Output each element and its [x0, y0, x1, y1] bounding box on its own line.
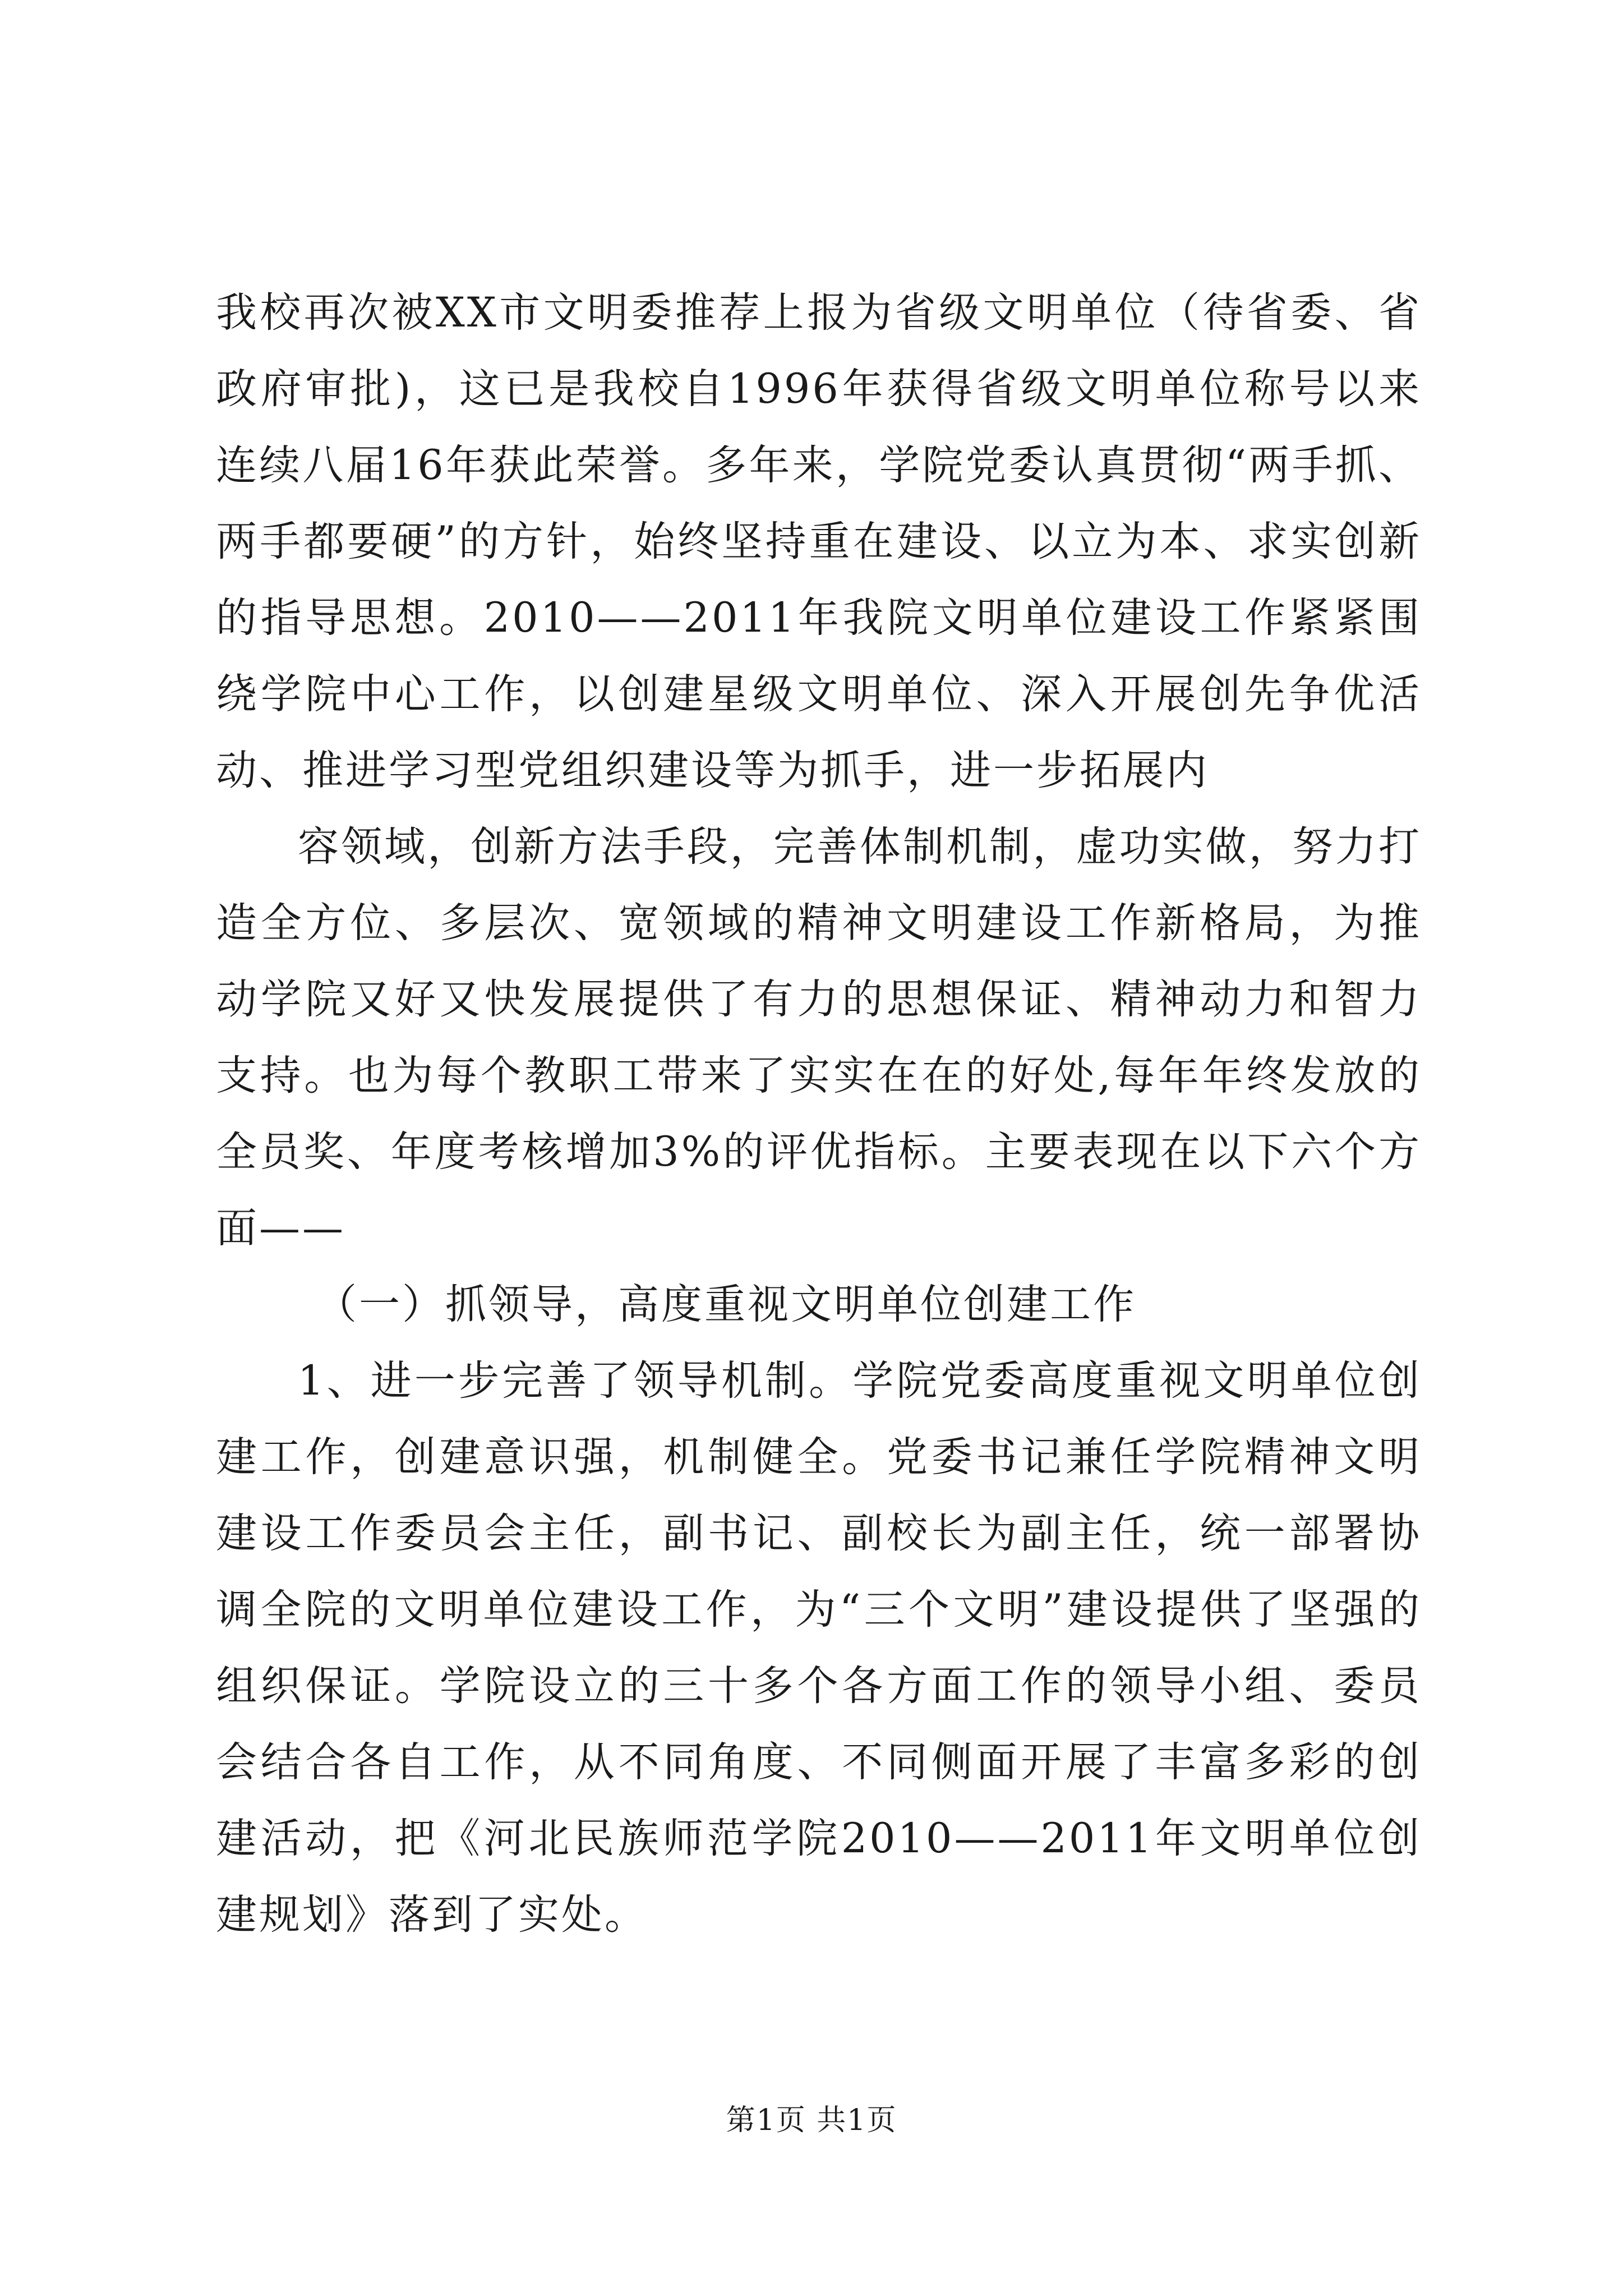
paragraph-leadership: 1、进一步完善了领导机制。学院党委高度重视文明单位创建工作，创建意识强，机制健全。党委书记兼任学院精神文明建设工作委员会主任，副书记、副校长为副主任，统一部署协调全院的文明单位建设工作，为“三个文明”建设提供了坚强的组织保证。学院设立的三十多个各方面工作的领导小组、委员会结合各自工作，从不同角度、不同侧面开展了丰富多彩的创建活动，把《河北民族师范学院2010——2011年文明单位创建规划》落到了实处。 — [216, 1357, 1422, 1939]
section-heading: （一）抓领导，高度重视文明单位创建工作 — [316, 1281, 1136, 1328]
page-footer: 第1页 共1页 — [726, 2104, 897, 2137]
document-body — [216, 275, 1422, 1953]
paragraph-intro: 我校再次被XX市文明委推荐上报为省级文明单位（待省委、省政府审批)，这已是我校自1996年获得省级文明单位称号以来连续八届16年获此荣誉。多年来，学院党委认真贯彻“两手抓、两手都要硬”的方针，始终坚持重在建设、以立为本、求实创新的指导思想。2010——2011年我院文明单位建设工作紧紧围绕学院中心工作，以创建星级文明单位、深入开展创先争优活动、推进学习型党组织建设等为抓手，进一步拓展内 — [216, 289, 1422, 794]
paragraph-continuation: 容领域，创新方法手段，完善体制机制，虚功实做，努力打造全方位、多层次、宽领域的精神文明建设工作新格局，为推动学院又好又快发展提供了有力的思想保证、精神动力和智力支持。也为每个教职工带来了实实在在的好处,每年年终发放的全员奖、年度考核增加3%的评优指标。主要表现在以下六个方面—— — [216, 823, 1422, 1252]
